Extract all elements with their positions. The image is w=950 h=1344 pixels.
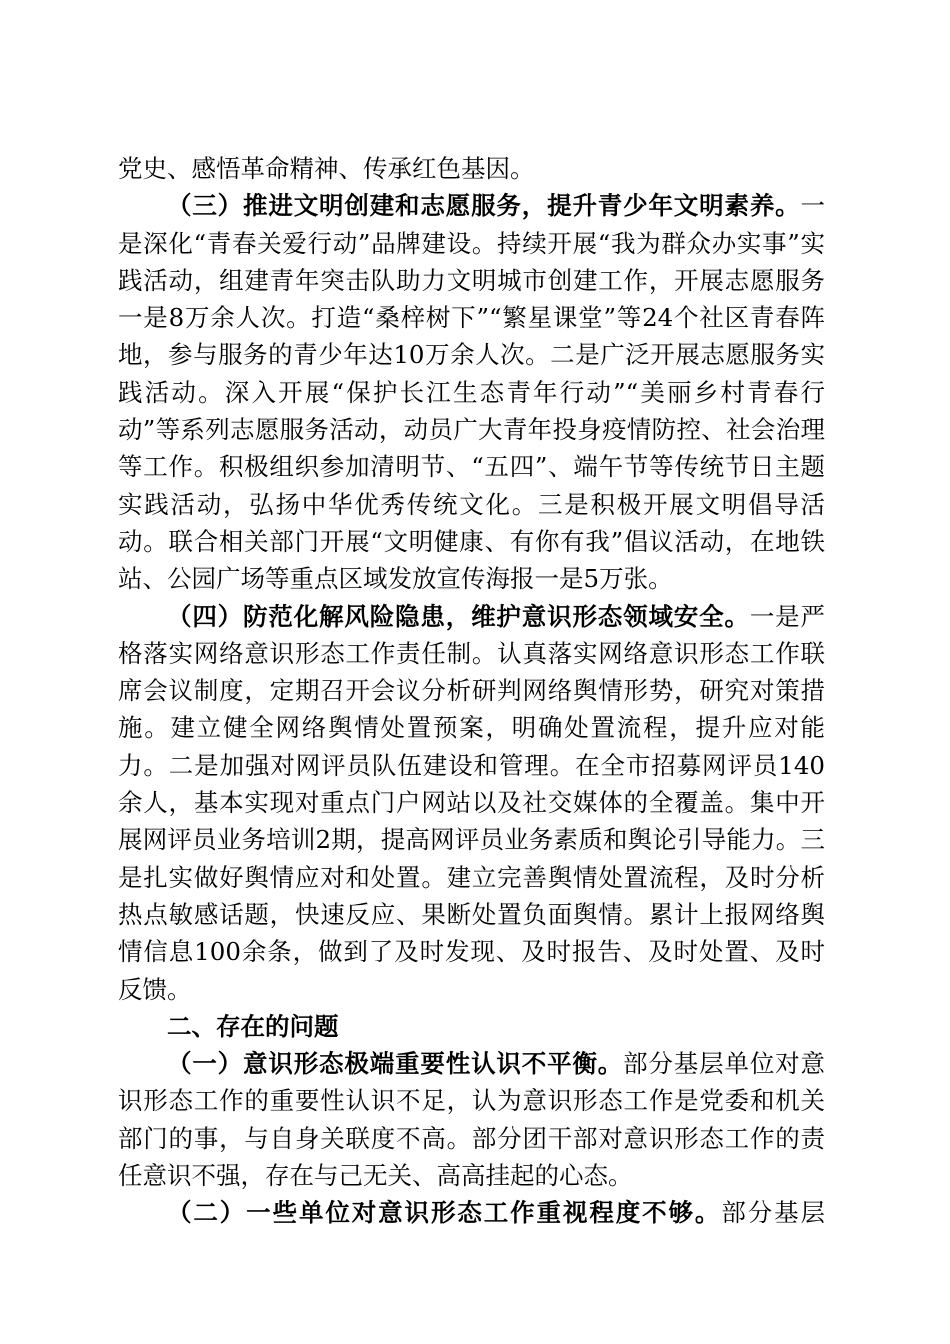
paragraph-text: 部分基层 xyxy=(721,1198,825,1228)
paragraph-risk-prevention xyxy=(118,598,825,1008)
paragraph-text: 一是深化“青春关爱行动”品牌建设。持续开展“我为群众办实事”实践活动，组建青年突击队助力文明城市创建工作，开展志愿服务一是8万余人次。打造“桑梓树下”“繁星课堂”等24个社区青春阵地，参与服务的青少年达10万余人次。二是广泛开展志愿服务实践活动。深入开展“保护长江生态青年行动”“美丽乡村青春行动”等系列志愿服务活动，动员广大青年投身疫情防控、社会治理等工作。积极组织参加清明节、“五四”、端午节等传统节日主题实践活动，弘扬中华优秀传统文化。三是积极开展文明倡导活动。联合相关部门开展“文明健康、有你有我”倡议活动，在地铁站、公园广场等重点区域发放宣传海报一是5万张。 xyxy=(118,191,825,594)
paragraph-heading: （三）推进文明创建和志愿服务，提升青少年文明素养。 xyxy=(167,191,801,221)
paragraph-civilization-volunteer xyxy=(118,187,825,597)
paragraph-text: 部分基层单位对意识形态工作的重要性认识不足，认为意识形态工作是党委和机关部门的事，与自身关联度不高。部分团干部对意识形态工作的责任意识不强，存在与己无关、高高挂起的心态。 xyxy=(118,1049,826,1191)
paragraph-continuation xyxy=(118,150,825,187)
paragraph-text: 一是严格落实网络意识形态工作责任制。认真落实网络意识形态工作联席会议制度，定期召开会议分析研判网络舆情形势，研究对策措施。建立健全网络舆情处置预案，明确处置流程，提升应对能力。二是加强对网评员队伍建设和管理。在全市招募网评员140余人，基本实现对重点门户网站以及社交媒体的全覆盖。集中开展网评员业务培训2期，提高网评员业务素质和舆论引导能力。三是扎实做好舆情应对和处置。建立完善舆情处置流程，及时分析热点敏感话题，快速反应、果断处置负面舆情。累计上报网络舆情信息100余条，做到了及时发现、及时报告、及时处置、及时反馈。 xyxy=(118,601,826,1004)
section-title-problems: 二、存在的问题 xyxy=(167,1011,339,1041)
paragraph-problem-two xyxy=(118,1194,825,1231)
paragraph-heading: （二）一些单位对意识形态工作重视程度不够。 xyxy=(167,1198,722,1228)
document-body xyxy=(118,150,825,1232)
paragraph-text: 党史、感悟革命精神、传承红色基因。 xyxy=(118,154,535,183)
paragraph-heading: （一）意识形态极端重要性认识不平衡。 xyxy=(167,1049,624,1079)
paragraph-problem-one xyxy=(118,1045,825,1194)
paragraph-heading: （四）防范化解风险隐患，维护意识形态领域安全。 xyxy=(167,601,750,631)
